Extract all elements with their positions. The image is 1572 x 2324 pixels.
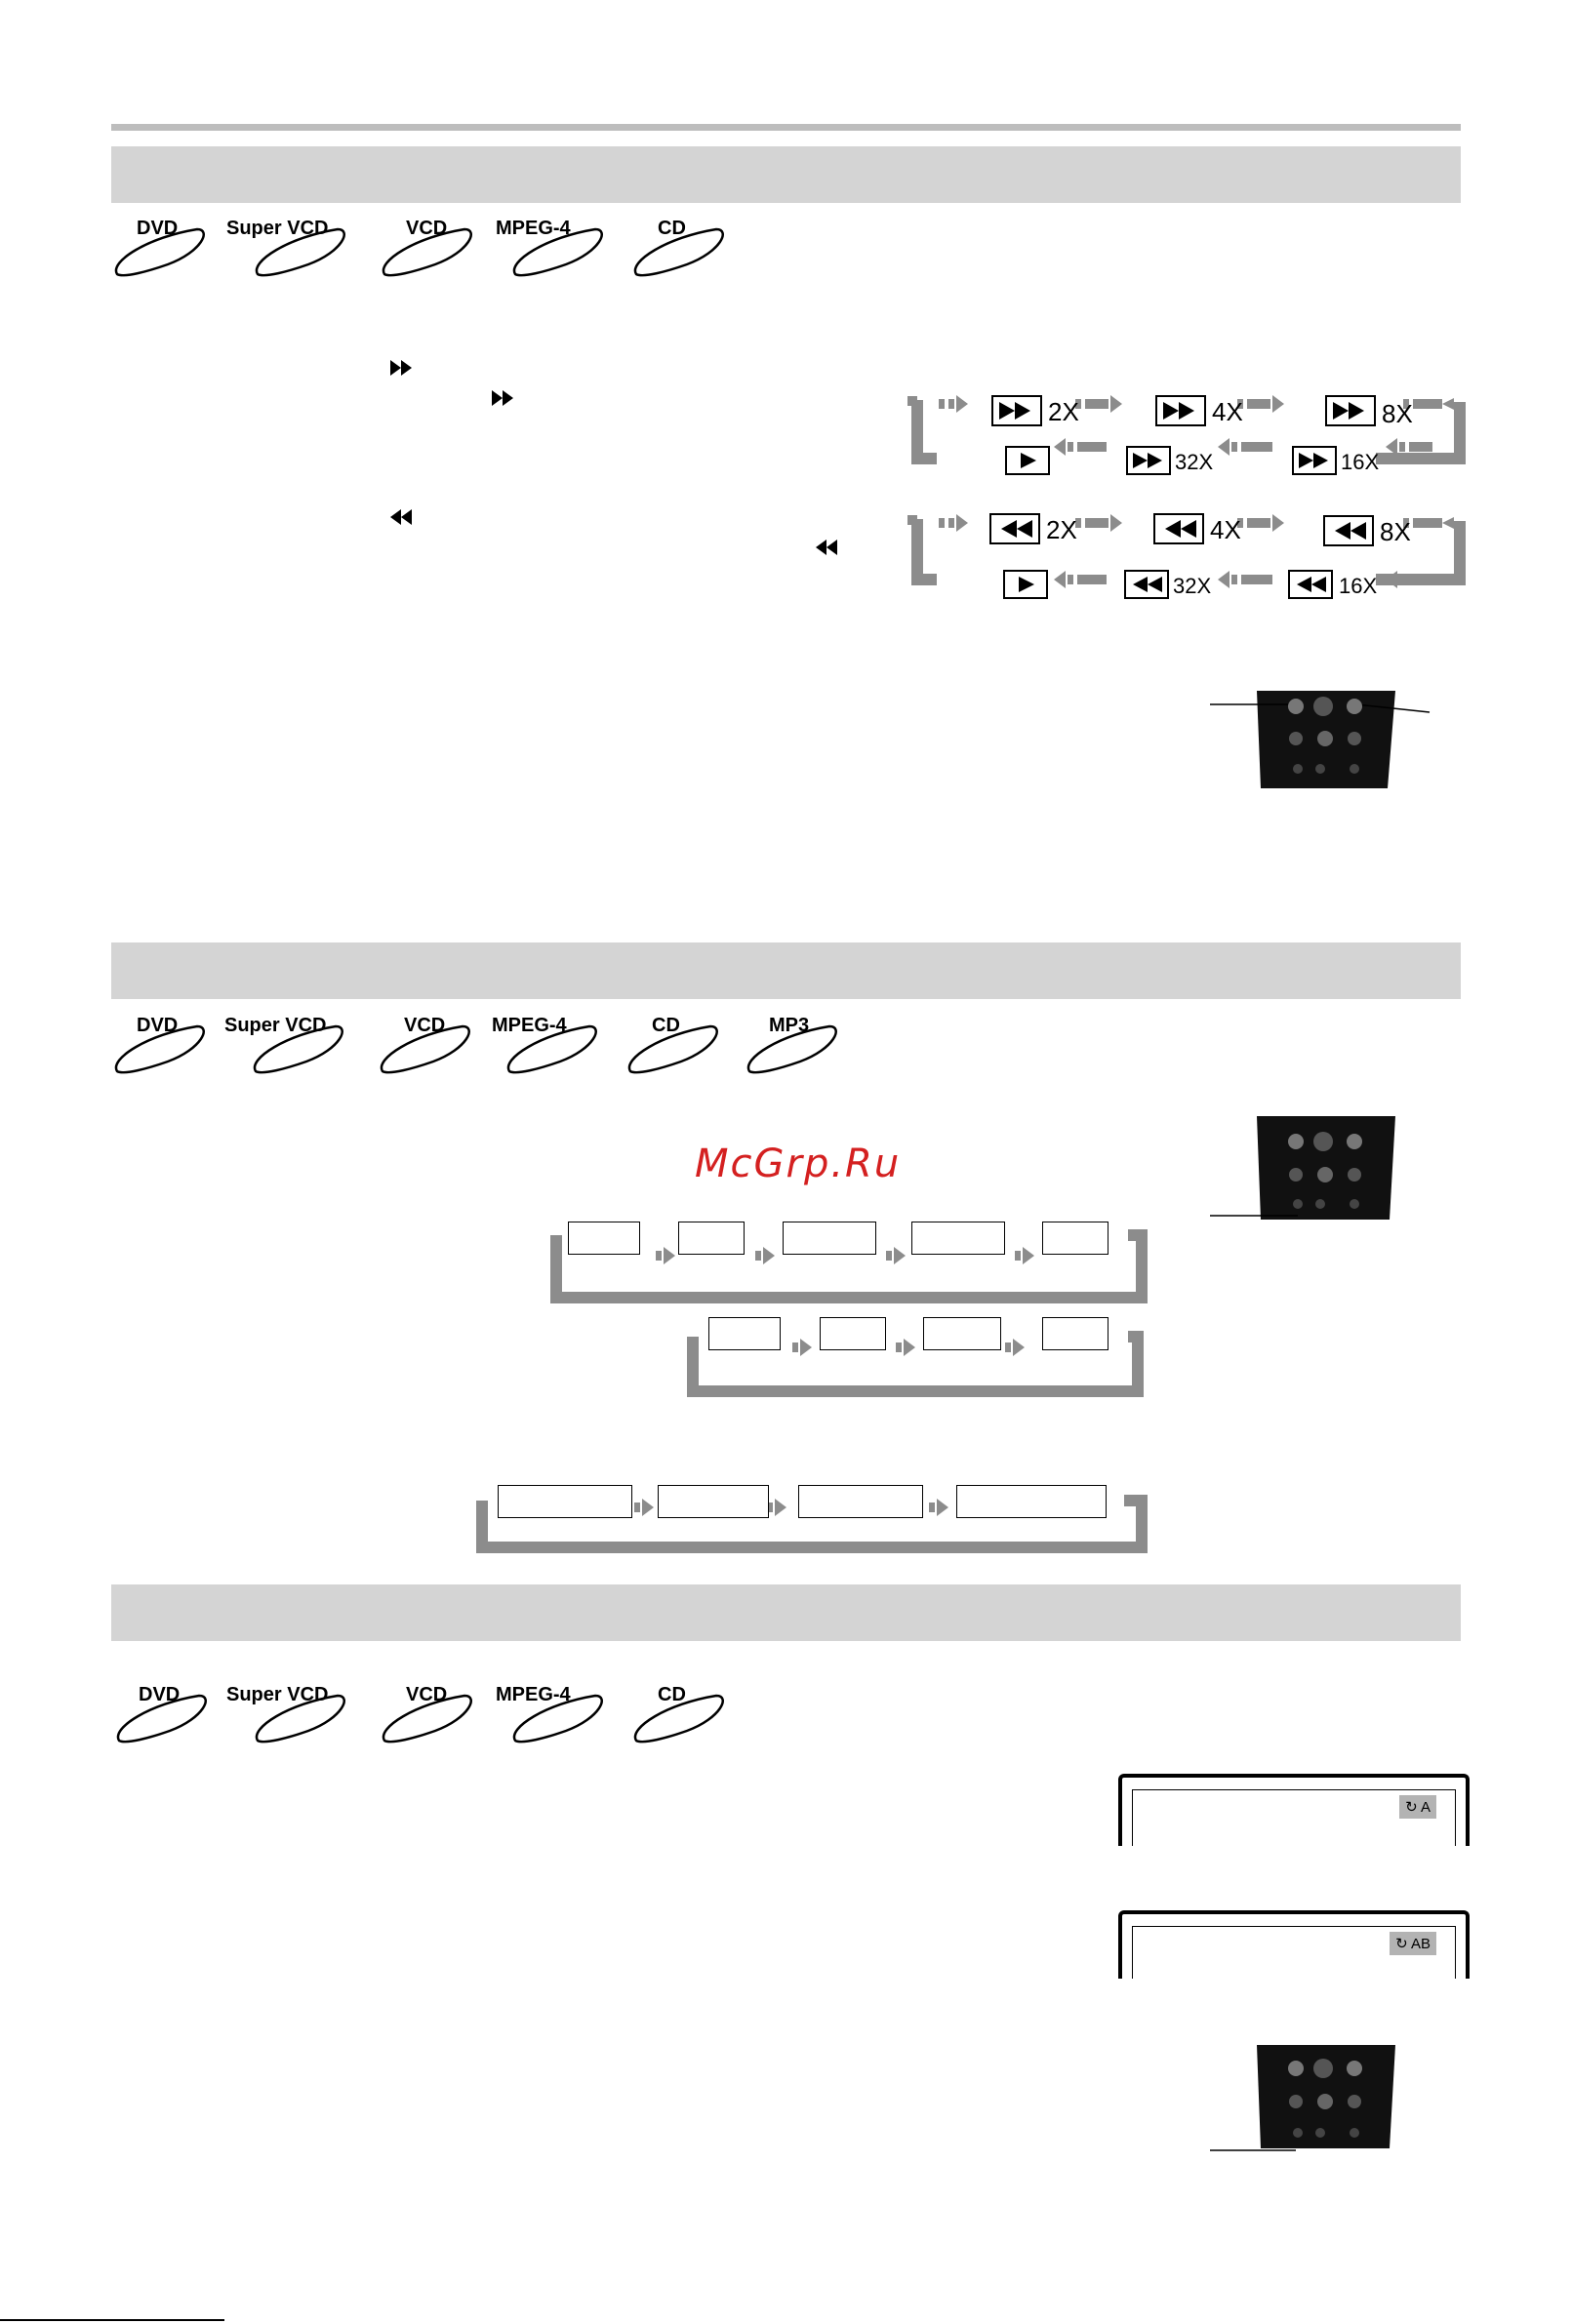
disc-logo-mpeg4: MPEG-4 [507,1684,605,1752]
ff-button-box [1292,446,1337,475]
disc-logo-mpeg4: MPEG-4 [507,218,605,286]
repeat-ab-badge: ↻ AB [1390,1932,1436,1955]
disc-logo-vcd: VCD [377,218,474,286]
repeat-mode-box [568,1222,640,1255]
rev-button-box [1323,515,1374,546]
fast-reverse-icon [816,540,839,555]
disc-logo-cd: CD [623,1015,720,1083]
disc-logo-vcd: VCD [377,1684,474,1752]
disc-logo-mpeg4: MPEG-4 [502,1015,599,1083]
disc-logo-dvd: DVD [109,218,207,286]
osd-screen-ab [1118,1910,1470,1979]
rev-button-box [989,513,1040,544]
repeat-mode-box [911,1222,1005,1255]
top-rule [111,124,1461,131]
repeat-a-badge: ↻ A [1399,1795,1436,1819]
play-button-box [1005,446,1050,475]
ff-button-box [991,395,1042,426]
repeat-icon: ↻ [1405,1799,1418,1816]
remote-control-illustration [1210,673,1444,790]
disc-logo-super-vcd: Super VCD [250,218,347,286]
disc-logo-super-vcd: Super VCD [248,1015,345,1083]
disc-logo-cd: CD [628,1684,726,1752]
osd-screen-a [1118,1774,1470,1846]
fast-forward-icon [492,390,515,406]
repeat-mode-box [798,1485,923,1518]
ff-button-box [1155,395,1206,426]
repeat-mode-box [783,1222,876,1255]
repeat-mode-box [956,1485,1107,1518]
disc-logo-super-vcd: Super VCD [250,1684,347,1752]
ff-button-box [1325,395,1376,426]
repeat-mode-box [708,1317,781,1350]
repeat-mode-box [1042,1222,1108,1255]
disc-logo-cd: CD [628,218,726,286]
ff-button-box [1126,446,1171,475]
bottom-rule [0,2319,224,2321]
rev-button-box [1288,570,1333,599]
rev-button-box [1153,513,1204,544]
disc-logo-dvd: DVD [109,1015,207,1083]
section-header-band [111,1584,1461,1641]
remote-control-illustration [1210,1110,1405,1227]
play-button-box [1003,570,1048,599]
disc-logo-dvd: DVD [111,1684,209,1752]
section-header-band [111,146,1461,203]
disc-logo-vcd: VCD [375,1015,472,1083]
repeat-mode-box [923,1317,1001,1350]
fast-reverse-icon [390,509,414,525]
repeat-mode-box [678,1222,745,1255]
remote-control-illustration [1210,2039,1405,2156]
fast-forward-icon [390,360,414,376]
repeat-icon: ↻ [1395,1936,1408,1952]
rev-button-box [1124,570,1169,599]
disc-logo-mp3: MP3 [742,1015,839,1083]
watermark: McGrp.Ru [695,1142,902,1186]
repeat-mode-box [1042,1317,1108,1350]
section-header-band [111,942,1461,999]
repeat-mode-box [498,1485,632,1518]
repeat-mode-box [658,1485,769,1518]
repeat-mode-box [820,1317,886,1350]
